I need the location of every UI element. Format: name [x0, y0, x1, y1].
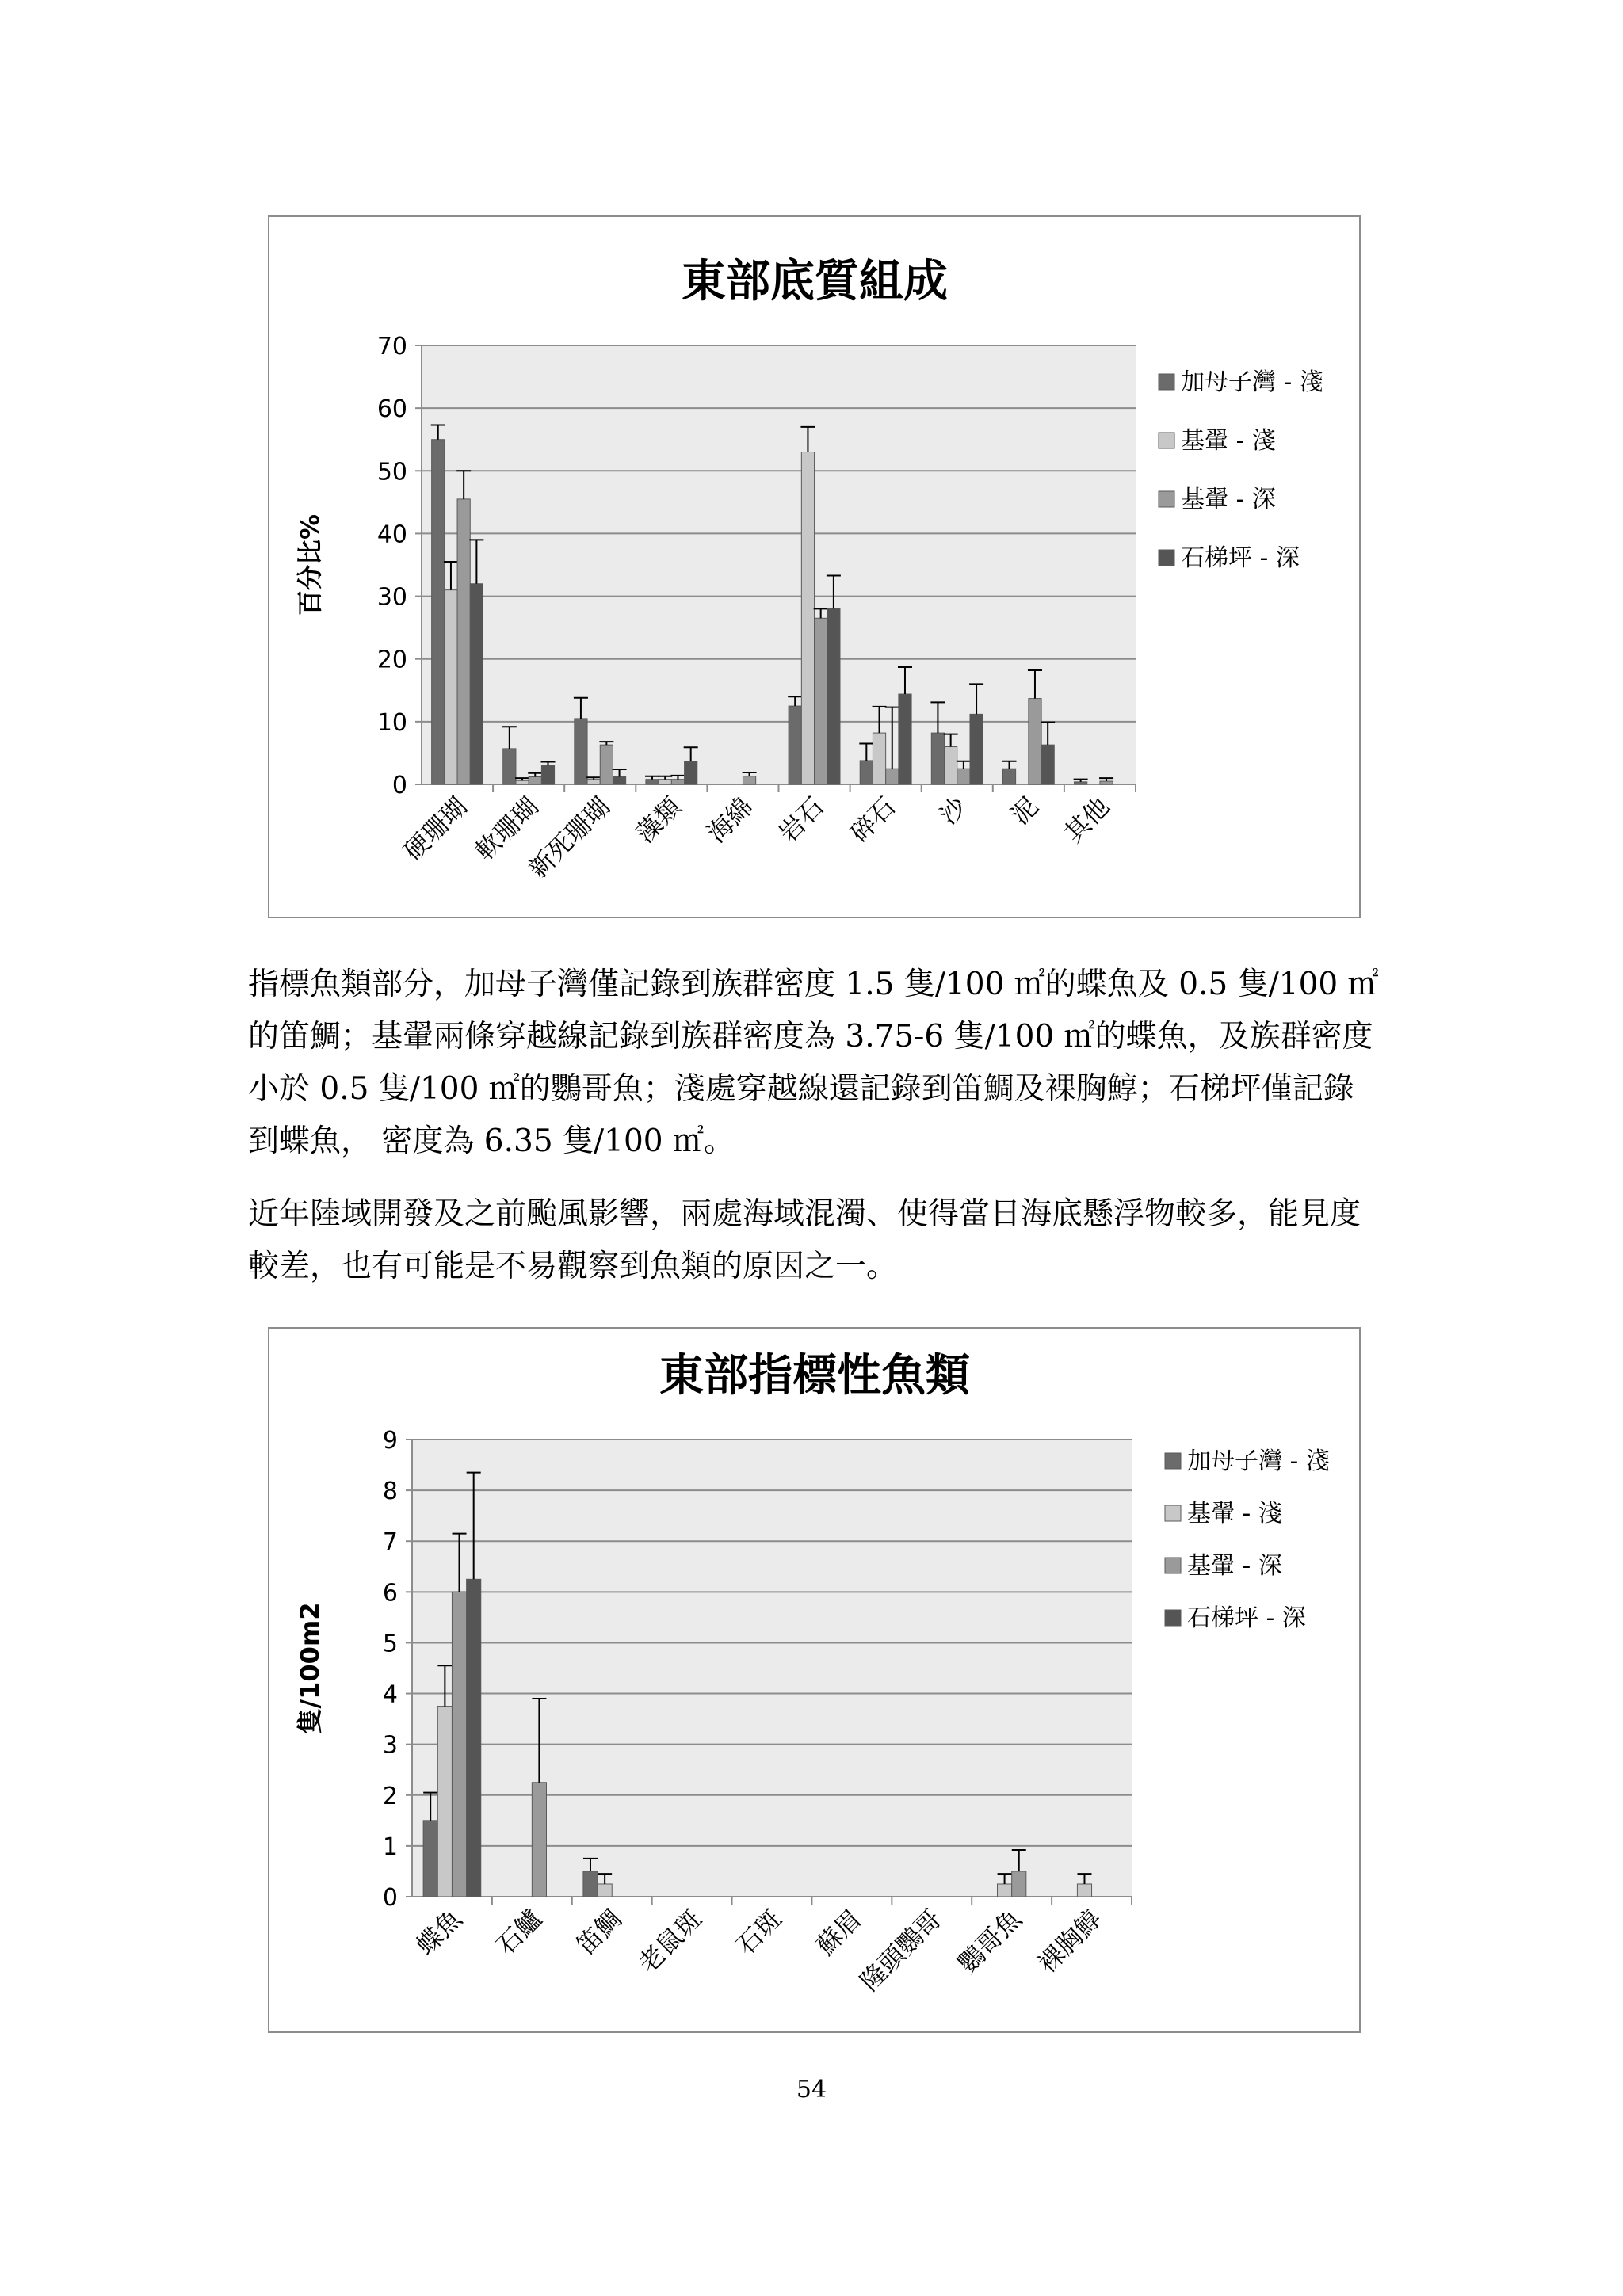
x-tick-label: 海綿: [701, 791, 759, 849]
bar: [600, 745, 613, 784]
y-tick-label: 5: [382, 1630, 398, 1658]
x-tick-label: 新死珊瑚: [522, 791, 616, 885]
legend-label: 石梯坪 - 深: [1181, 544, 1300, 572]
bar: [970, 714, 983, 784]
y-tick-label: 30: [376, 583, 407, 612]
x-tick-label: 硬珊瑚: [397, 791, 473, 867]
x-tick-label: 其他: [1058, 791, 1116, 849]
bar: [541, 765, 554, 784]
substrate-chart: [268, 215, 1361, 918]
legend-label: 基翬 - 深: [1187, 1552, 1282, 1580]
bar: [815, 618, 827, 784]
legend-label: 基翬 - 淺: [1187, 1500, 1282, 1527]
y-tick-label: 6: [382, 1579, 398, 1608]
x-tick-label: 泥: [1004, 791, 1044, 831]
y-tick-label: 0: [382, 1884, 398, 1912]
x-tick-label: 碎石: [844, 791, 902, 849]
legend-label: 石梯坪 - 深: [1187, 1604, 1306, 1632]
paragraph-indicator-fish: 指標魚類部分，加母子灣僅記錄到族群密度 1.5 隻/100 ㎡的蝶魚及 0.5 隻/100 ㎡的笛鯛；基翬兩條穿越線記錄到族群密度為 3.75-6 隻/100 ㎡的蝶魚，及族群密度小於 0.5 隻/100 ㎡的鸚哥魚；淺處穿越線還記錄到笛鯛及裸胸鯙；石梯坪僅記錄到蝶魚， 密度為 6.35 隻/100 ㎡。: [248, 967, 1379, 1159]
bar: [598, 1884, 612, 1897]
y-tick-label: 60: [376, 395, 407, 424]
y-tick-label: 9: [382, 1427, 398, 1455]
fish-chart-svg: [269, 1329, 1362, 2035]
y-axis-title: 隻/100m2: [295, 1602, 325, 1734]
bar: [516, 780, 529, 784]
bar: [445, 590, 457, 784]
legend-swatch: [1159, 433, 1174, 448]
legend-swatch: [1165, 1505, 1181, 1521]
legend-label: 加母子灣 - 淺: [1181, 368, 1323, 396]
y-tick-label: 0: [391, 772, 407, 799]
y-tick-label: 20: [376, 646, 407, 674]
bar: [529, 777, 541, 784]
bar: [886, 769, 899, 784]
bar: [1002, 769, 1015, 784]
bar: [1077, 1884, 1091, 1897]
legend-label: 加母子灣 - 淺: [1187, 1447, 1330, 1475]
x-tick-label: 沙: [933, 791, 973, 831]
substrate-chart-svg: [269, 217, 1362, 920]
y-tick-label: 70: [376, 333, 407, 360]
bar: [613, 777, 625, 784]
bar: [1029, 699, 1041, 784]
y-tick-label: 40: [376, 521, 407, 549]
y-tick-label: 50: [376, 458, 407, 486]
bar: [1012, 1871, 1026, 1897]
paragraph-visibility: 近年陸域開發及之前颱風影響，兩處海域混濁、使得當日海底懸浮物較多，能見度較差，也有可能是不易觀察到魚類的原因之一。: [248, 1196, 1361, 1284]
legend-swatch: [1165, 1453, 1181, 1469]
y-axis-title: 百分比%: [295, 513, 325, 616]
y-tick-label: 7: [382, 1528, 398, 1557]
bar: [899, 694, 911, 784]
bar: [587, 780, 600, 784]
bar: [467, 1579, 481, 1897]
bar: [437, 1707, 452, 1897]
legend-swatch: [1159, 550, 1174, 566]
plot-area: [412, 1440, 1132, 1897]
page-number: 54: [796, 2076, 827, 2103]
bar: [575, 719, 587, 784]
bar: [743, 776, 755, 784]
chart-title: 東部底質組成: [682, 256, 948, 307]
bar: [873, 733, 885, 784]
bar: [1100, 781, 1113, 784]
bar: [945, 747, 957, 784]
bar: [659, 780, 671, 784]
legend-swatch: [1159, 374, 1174, 390]
chart-body: [295, 1350, 1330, 1997]
fish-chart: [268, 1327, 1361, 2033]
bar: [432, 440, 445, 784]
bar: [452, 1592, 466, 1897]
x-tick-label: 軟珊瑚: [469, 791, 544, 867]
bar: [646, 780, 659, 784]
bar: [1075, 782, 1087, 784]
legend-swatch: [1165, 1558, 1181, 1573]
bar: [957, 769, 970, 784]
x-tick-label: 蝶魚: [410, 1903, 468, 1961]
bar: [532, 1783, 546, 1897]
x-tick-label: 鸚哥魚: [952, 1903, 1028, 1979]
bar: [789, 706, 801, 784]
x-tick-label: 岩石: [773, 791, 831, 849]
x-tick-label: 石鱸: [490, 1903, 548, 1961]
x-tick-label: 蘇眉: [810, 1903, 868, 1961]
legend-label: 基翬 - 深: [1181, 486, 1276, 513]
y-tick-label: 1: [382, 1833, 398, 1861]
bar: [423, 1821, 437, 1897]
bar: [503, 749, 516, 784]
x-tick-label: 老鼠斑: [632, 1903, 708, 1979]
bar: [671, 780, 684, 784]
bar: [827, 608, 840, 784]
bar: [457, 499, 470, 784]
legend-swatch: [1159, 491, 1174, 507]
bar: [801, 452, 814, 784]
bar: [470, 584, 483, 784]
x-tick-label: 藻類: [629, 791, 688, 849]
bar: [860, 761, 873, 784]
bar: [1041, 745, 1054, 784]
bar: [685, 761, 697, 784]
x-tick-label: 石斑: [730, 1903, 788, 1961]
x-tick-label: 笛鯛: [570, 1903, 628, 1961]
y-tick-label: 3: [382, 1731, 398, 1760]
y-tick-label: 8: [382, 1478, 398, 1506]
y-tick-label: 4: [382, 1680, 398, 1709]
bar: [583, 1871, 598, 1897]
bar: [931, 733, 944, 784]
legend-swatch: [1165, 1610, 1181, 1626]
chart-body: [295, 256, 1323, 884]
x-tick-label: 隆頭鸚哥: [854, 1903, 948, 1997]
legend-label: 基翬 - 淺: [1181, 427, 1276, 455]
x-tick-label: 裸胸鯙: [1032, 1903, 1108, 1979]
y-tick-label: 2: [382, 1782, 398, 1810]
bar: [998, 1884, 1012, 1897]
y-tick-label: 10: [376, 708, 407, 737]
chart-title: 東部指標性魚類: [659, 1350, 970, 1402]
